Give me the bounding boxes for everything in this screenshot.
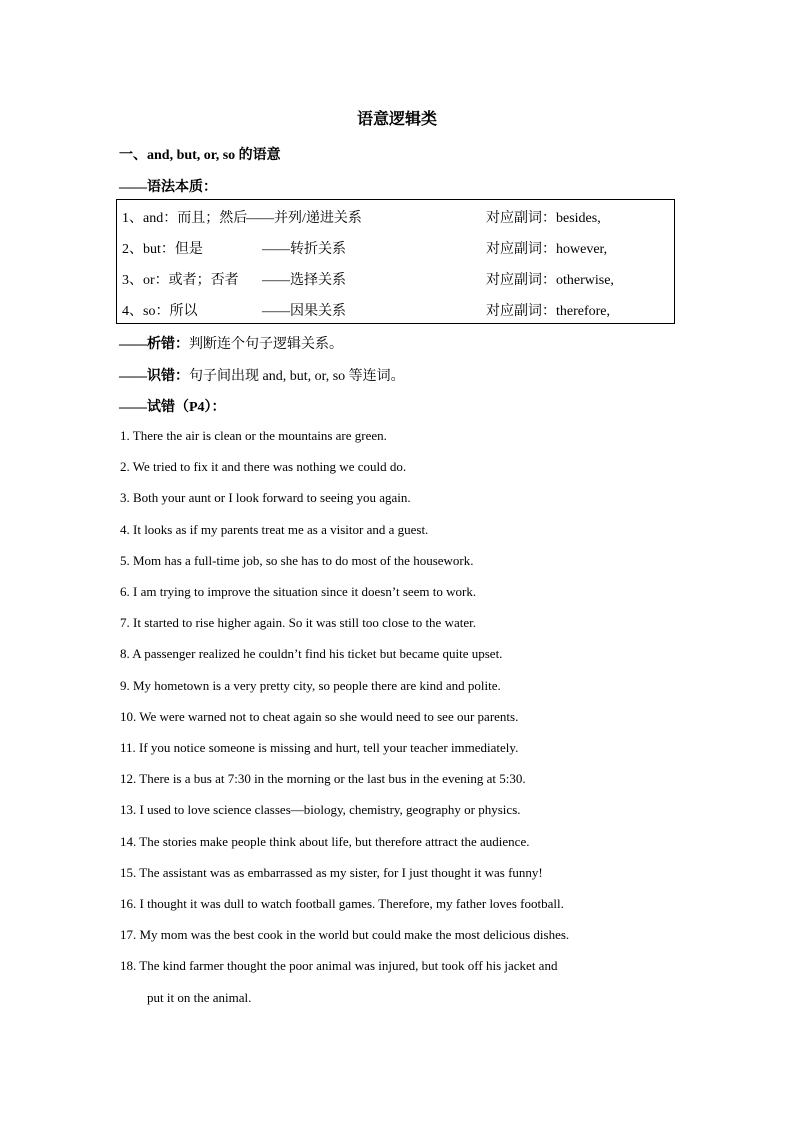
row-item: 1、and：而且；然后 <box>122 211 248 226</box>
list-item-continuation: put it on the animal. <box>147 990 252 1005</box>
list-item: 14. The stories make people think about life, but therefore attract the audience. <box>120 834 530 849</box>
practice-label: ——试错 <box>119 400 175 415</box>
list-item: 13. I used to love science classes—biology, chemistry, geography or physics. <box>120 802 521 817</box>
table-row <box>122 300 672 322</box>
row-relation: ——因果关系 <box>262 304 346 319</box>
table-row <box>122 269 672 291</box>
page-title: 语意逻辑类 <box>356 111 437 128</box>
row-item: 2、but：但是 <box>122 242 203 257</box>
list-item: 10. We were warned not to cheat again so she would need to see our parents. <box>120 709 519 724</box>
identify-text: 句子间出现 and, but, or, so 等连词。 <box>189 369 405 384</box>
list-item: 8. A passenger realized he couldn’t find his ticket but became quite upset. <box>120 646 503 661</box>
list-item: 16. I thought it was dull to watch football games. Therefore, my father loves football. <box>120 896 564 911</box>
practice-suffix: （P4）： <box>175 400 226 415</box>
list-item: 11. If you notice someone is missing and hurt, tell your teacher immediately. <box>120 740 519 755</box>
analysis-line <box>119 333 343 353</box>
row-adverb: 对应副词：therefore, <box>486 304 611 319</box>
list-item: 18. The kind farmer thought the poor animal was injured, but took off his jacket and <box>120 958 558 973</box>
grammar-heading <box>119 176 217 196</box>
list-item: 17. My mom was the best cook in the world but could make the most delicious dishes. <box>120 927 570 942</box>
list-item: 2. We tried to fix it and there was nothing we could do. <box>120 459 407 474</box>
identify-line <box>119 365 405 385</box>
row-item: 4、so：所以 <box>122 304 198 319</box>
row-relation: ——转折关系 <box>262 242 346 257</box>
table-row <box>122 207 672 229</box>
conjunction-table <box>116 199 675 324</box>
practice-heading <box>119 396 226 416</box>
section-heading: 一、and, but, or, so 的语意 <box>119 148 281 163</box>
row-item: 3、or：或者；否者 <box>122 273 239 288</box>
row-adverb: 对应副词：otherwise, <box>486 273 614 288</box>
table-row <box>122 238 672 260</box>
analysis-text: 判断连个句子逻辑关系。 <box>189 337 343 352</box>
list-item: 15. The assistant was as embarrassed as my sister, for I just thought it was funny! <box>120 865 543 880</box>
identify-label: ——识错： <box>119 369 189 384</box>
row-adverb: 对应副词：however, <box>486 242 608 257</box>
list-item: 7. It started to rise higher again. So it was still too close to the water. <box>120 615 476 630</box>
list-item: 4. It looks as if my parents treat me as a visitor and a guest. <box>120 522 429 537</box>
list-item: 9. My hometown is a very pretty city, so people there are kind and polite. <box>120 678 501 693</box>
row-relation: ——选择关系 <box>262 273 346 288</box>
analysis-label: ——析错： <box>119 337 189 352</box>
row-relation: ——并列/递进关系 <box>246 211 362 226</box>
list-item: 12. There is a bus at 7:30 in the morning or the last bus in the evening at 5:30. <box>120 771 526 786</box>
grammar-label: ——语法本质： <box>119 180 217 195</box>
list-item: 3. Both your aunt or I look forward to seeing you again. <box>120 490 411 505</box>
list-item: 5. Mom has a full-time job, so she has to do most of the housework. <box>120 553 474 568</box>
list-item: 1. There the air is clean or the mountains are green. <box>120 428 387 443</box>
row-adverb: 对应副词：besides, <box>486 211 601 226</box>
list-item: 6. I am trying to improve the situation since it doesn’t seem to work. <box>120 584 477 599</box>
